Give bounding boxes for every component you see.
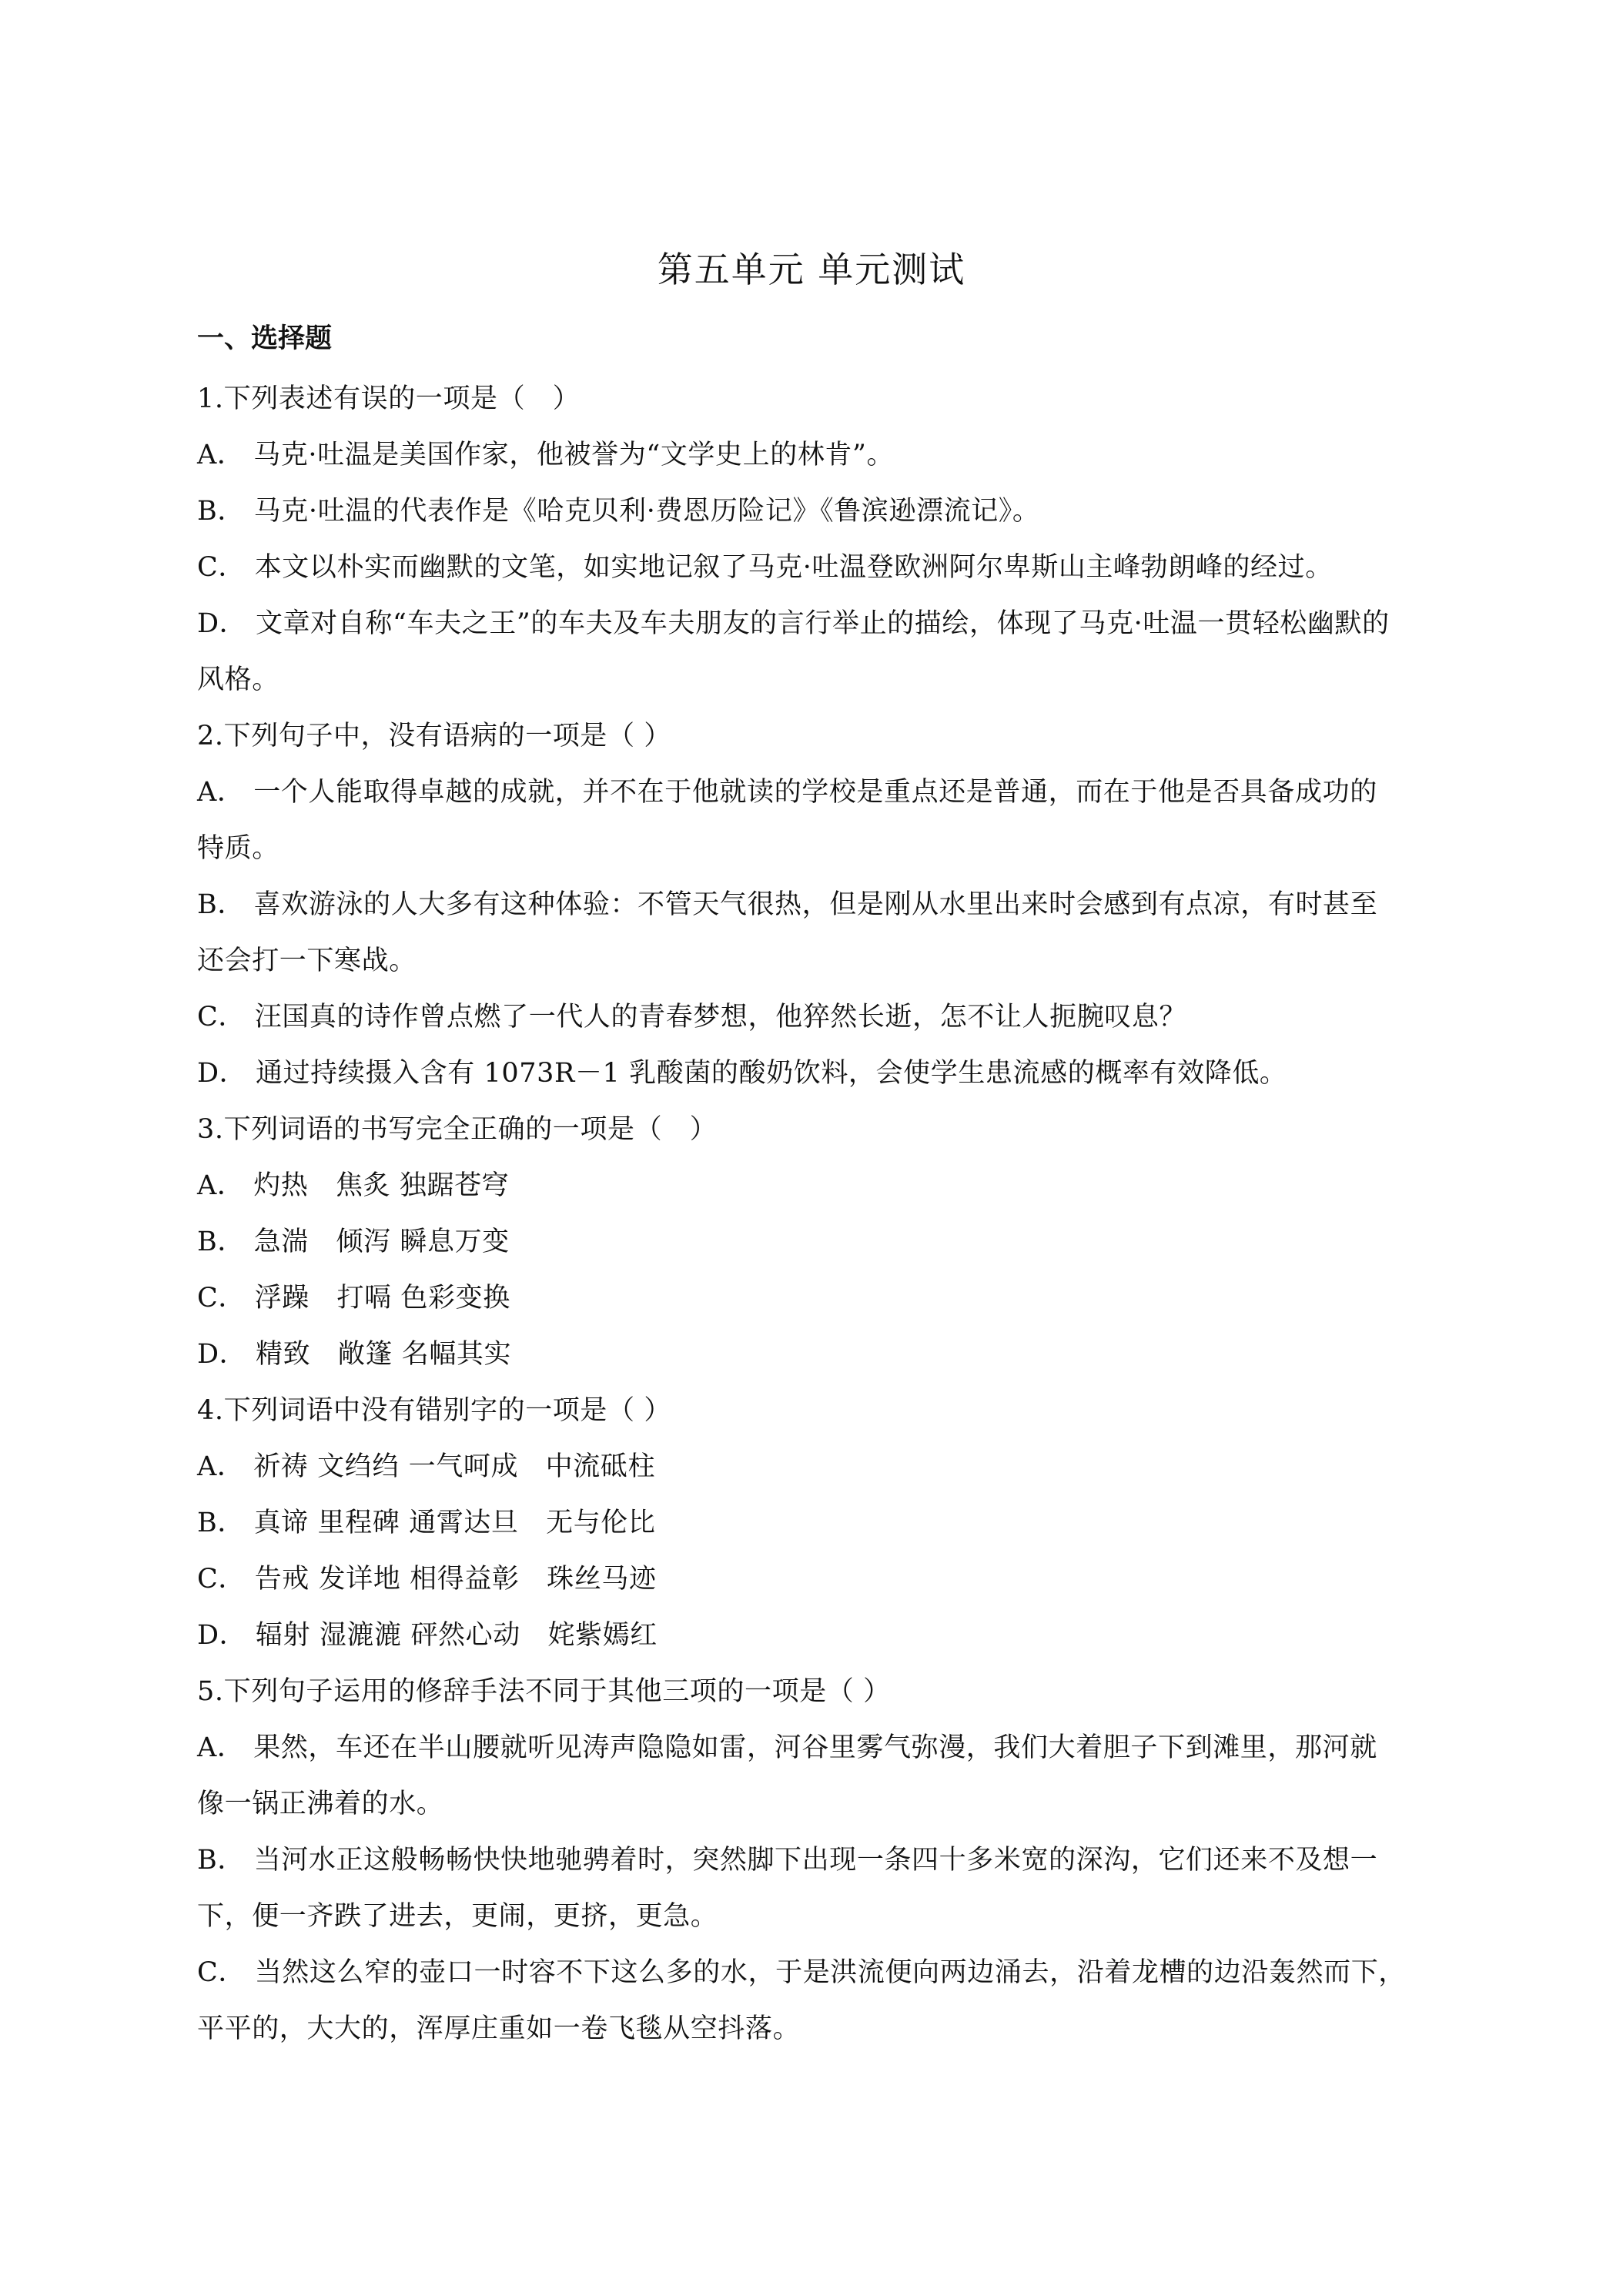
question-line: 1.下列表述有误的一项是（ ）	[197, 383, 581, 414]
option-continuation-line: 像一锅正沸着的水。	[197, 1789, 444, 1819]
option-line: A． 灼热 焦炙 独踞苍穹	[197, 1170, 510, 1201]
option-line: B． 急湍 倾泻 瞬息万变	[197, 1227, 510, 1257]
option-line: C． 本文以朴实而幽默的文笔，如实地记叙了马克·吐温登欧洲阿尔卑斯山主峰勃朗峰的经过。	[197, 552, 1333, 583]
option-continuation-line: 平平的，大大的，浑厚庄重如一卷飞毯从空抖落。	[197, 2013, 801, 2044]
option-line: D． 通过持续摄入含有 1073R－1 乳酸菌的酸奶饮料，会使学生患流感的概率有效降低。	[197, 1058, 1287, 1089]
option-line: C． 汪国真的诗作曾点燃了一代人的青春梦想，他猝然长逝，怎不让人扼腕叹息？	[197, 1002, 1187, 1033]
question-line: 5.下列句子运用的修辞手法不同于其他三项的一项是（ ）	[197, 1676, 891, 1707]
option-line: B． 真谛 里程碑 通霄达旦 无与伦比	[197, 1508, 656, 1538]
option-line: D． 文章对自称“车夫之王”的车夫及车夫朋友的言行举止的描绘，体现了马克·吐温一贯轻松幽默的	[197, 608, 1390, 639]
option-continuation-line: 特质。	[197, 833, 279, 864]
option-line: B． 马克·吐温的代表作是《哈克贝利·费恩历险记》《鲁滨逊漂流记》。	[197, 496, 1040, 527]
section-heading: 一、选择题	[197, 323, 333, 354]
question-line: 3.下列词语的书写完全正确的一项是（ ）	[197, 1114, 718, 1145]
option-line: B． 当河水正这般畅畅快快地驰骋着时，突然脚下出现一条四十多米宽的深沟，它们还来不及想一	[197, 1845, 1378, 1876]
option-continuation-line: 下，便一齐跌了进去，更闹，更挤，更急。	[197, 1901, 718, 1932]
option-line: C． 浮躁 打嗝 色彩变换	[197, 1283, 510, 1314]
question-line: 2.下列句子中，没有语病的一项是（ ）	[197, 721, 671, 751]
question-line: 4.下列词语中没有错别字的一项是（ ）	[197, 1395, 671, 1426]
option-continuation-line: 还会打一下寒战。	[197, 946, 417, 976]
option-continuation-line: 风格。	[197, 664, 279, 695]
option-line: A． 果然，车还在半山腰就听见涛声隐隐如雷，河谷里雾气弥漫，我们大着胆子下到滩里，那河就	[197, 1732, 1377, 1763]
option-line: C． 告戒 发详地 相得益彰 珠丝马迹	[197, 1564, 657, 1595]
page-title: 第五单元 单元测试	[657, 249, 966, 290]
option-line: A． 一个人能取得卓越的成就，并不在于他就读的学校是重点还是普通，而在于他是否具备成功的	[197, 777, 1377, 808]
option-line: B． 喜欢游泳的人大多有这种体验：不管天气很热，但是刚从水里出来时会感到有点凉，有时甚至	[197, 889, 1378, 920]
option-line: A． 马克·吐温是美国作家，他被誉为“文学史上的林肯”。	[197, 440, 895, 470]
option-line: A． 祈祷 文绉绉 一气呵成 中流砥柱	[197, 1451, 656, 1482]
option-line: D． 精致 敞篷 名幅其实	[197, 1339, 512, 1370]
option-line: C． 当然这么窄的壶口一时容不下这么多的水，于是洪流便向两边涌去，沿着龙槽的边沿轰然而下，	[197, 1957, 1406, 1988]
option-line: D． 辐射 湿漉漉 砰然心动 姹紫嫣红	[197, 1620, 658, 1651]
